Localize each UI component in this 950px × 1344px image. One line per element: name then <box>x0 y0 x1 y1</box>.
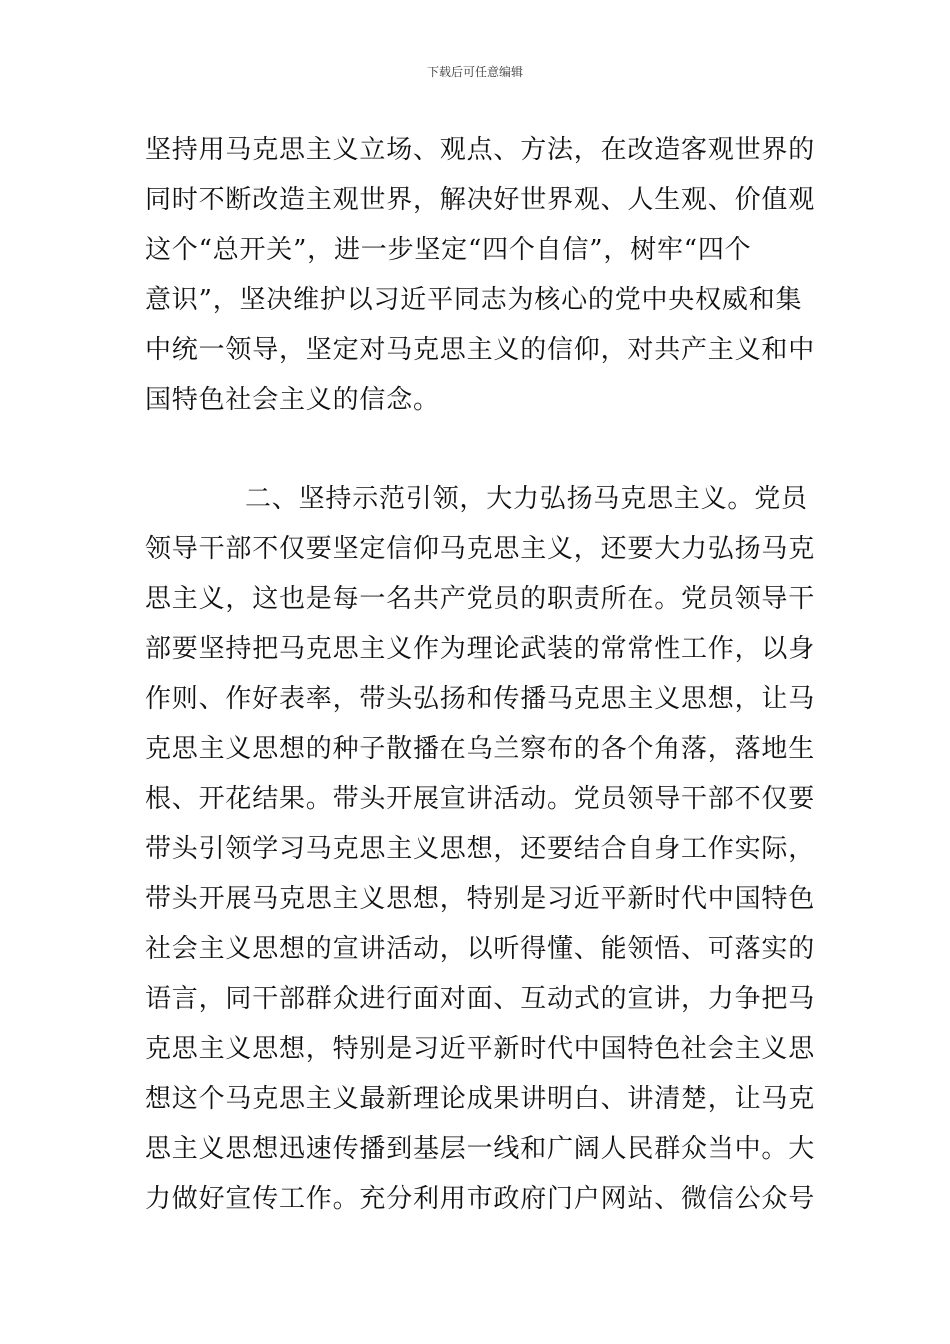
text-line: 中统一领导，坚定对马克思主义的信仰，对共产主义和中 <box>145 335 816 365</box>
text-line: 克思主义思想，特别是习近平新时代中国特色社会主义思 <box>145 1034 816 1064</box>
text-line: 国特色社会主义的信念。 <box>145 385 440 415</box>
paragraph-2 <box>145 474 825 1224</box>
text-line: 意识”，坚决维护以习近平同志为核心的党中央权威和集 <box>145 285 803 315</box>
paragraph-1 <box>145 125 825 425</box>
text-line: 作则、作好表率，带头弘扬和传播马克思主义思想，让马 <box>145 684 816 714</box>
text-line: 带头开展马克思主义思想，特别是习近平新时代中国特色 <box>145 884 816 914</box>
text-line: 同时不断改造主观世界，解决好世界观、人生观、价值观 <box>145 185 816 215</box>
text-line: 坚持用马克思主义立场、观点、方法，在改造客观世界的 <box>145 135 816 165</box>
text-line: 社会主义思想的宣讲活动，以听得懂、能领悟、可落实的 <box>145 934 816 964</box>
text-line: 部要坚持把马克思主义作为理论武装的常常性工作，以身 <box>145 634 816 664</box>
text-line: 根、开花结果。带头开展宣讲活动。党员领导干部不仅要 <box>145 784 816 814</box>
text-line: 领导干部不仅要坚定信仰马克思主义，还要大力弘扬马克 <box>145 534 816 564</box>
text-line: 带头引领学习马克思主义思想，还要结合自身工作实际， <box>145 834 816 864</box>
text-line: 思主义思想迅速传播到基层一线和广阔人民群众当中。大 <box>145 1134 816 1164</box>
text-line: 这个“总开关”，进一步坚定“四个自信”，树牢“四个 <box>145 235 752 265</box>
text-line: 力做好宣传工作。充分利用市政府门户网站、微信公众号 <box>145 1184 816 1214</box>
section-heading-line: 二、坚持示范引领，大力弘扬马克思主义。党员 <box>245 484 808 514</box>
text-line: 克思主义思想的种子散播在乌兰察布的各个角落，落地生 <box>145 734 816 764</box>
page-header: 下载后可任意编辑 <box>426 65 523 79</box>
text-line: 想这个马克思主义最新理论成果讲明白、讲清楚，让马克 <box>145 1084 816 1114</box>
text-line: 思主义，这也是每一名共产党员的职责所在。党员领导干 <box>145 584 816 614</box>
text-line: 语言，同干部群众进行面对面、互动式的宣讲，力争把马 <box>145 984 816 1014</box>
